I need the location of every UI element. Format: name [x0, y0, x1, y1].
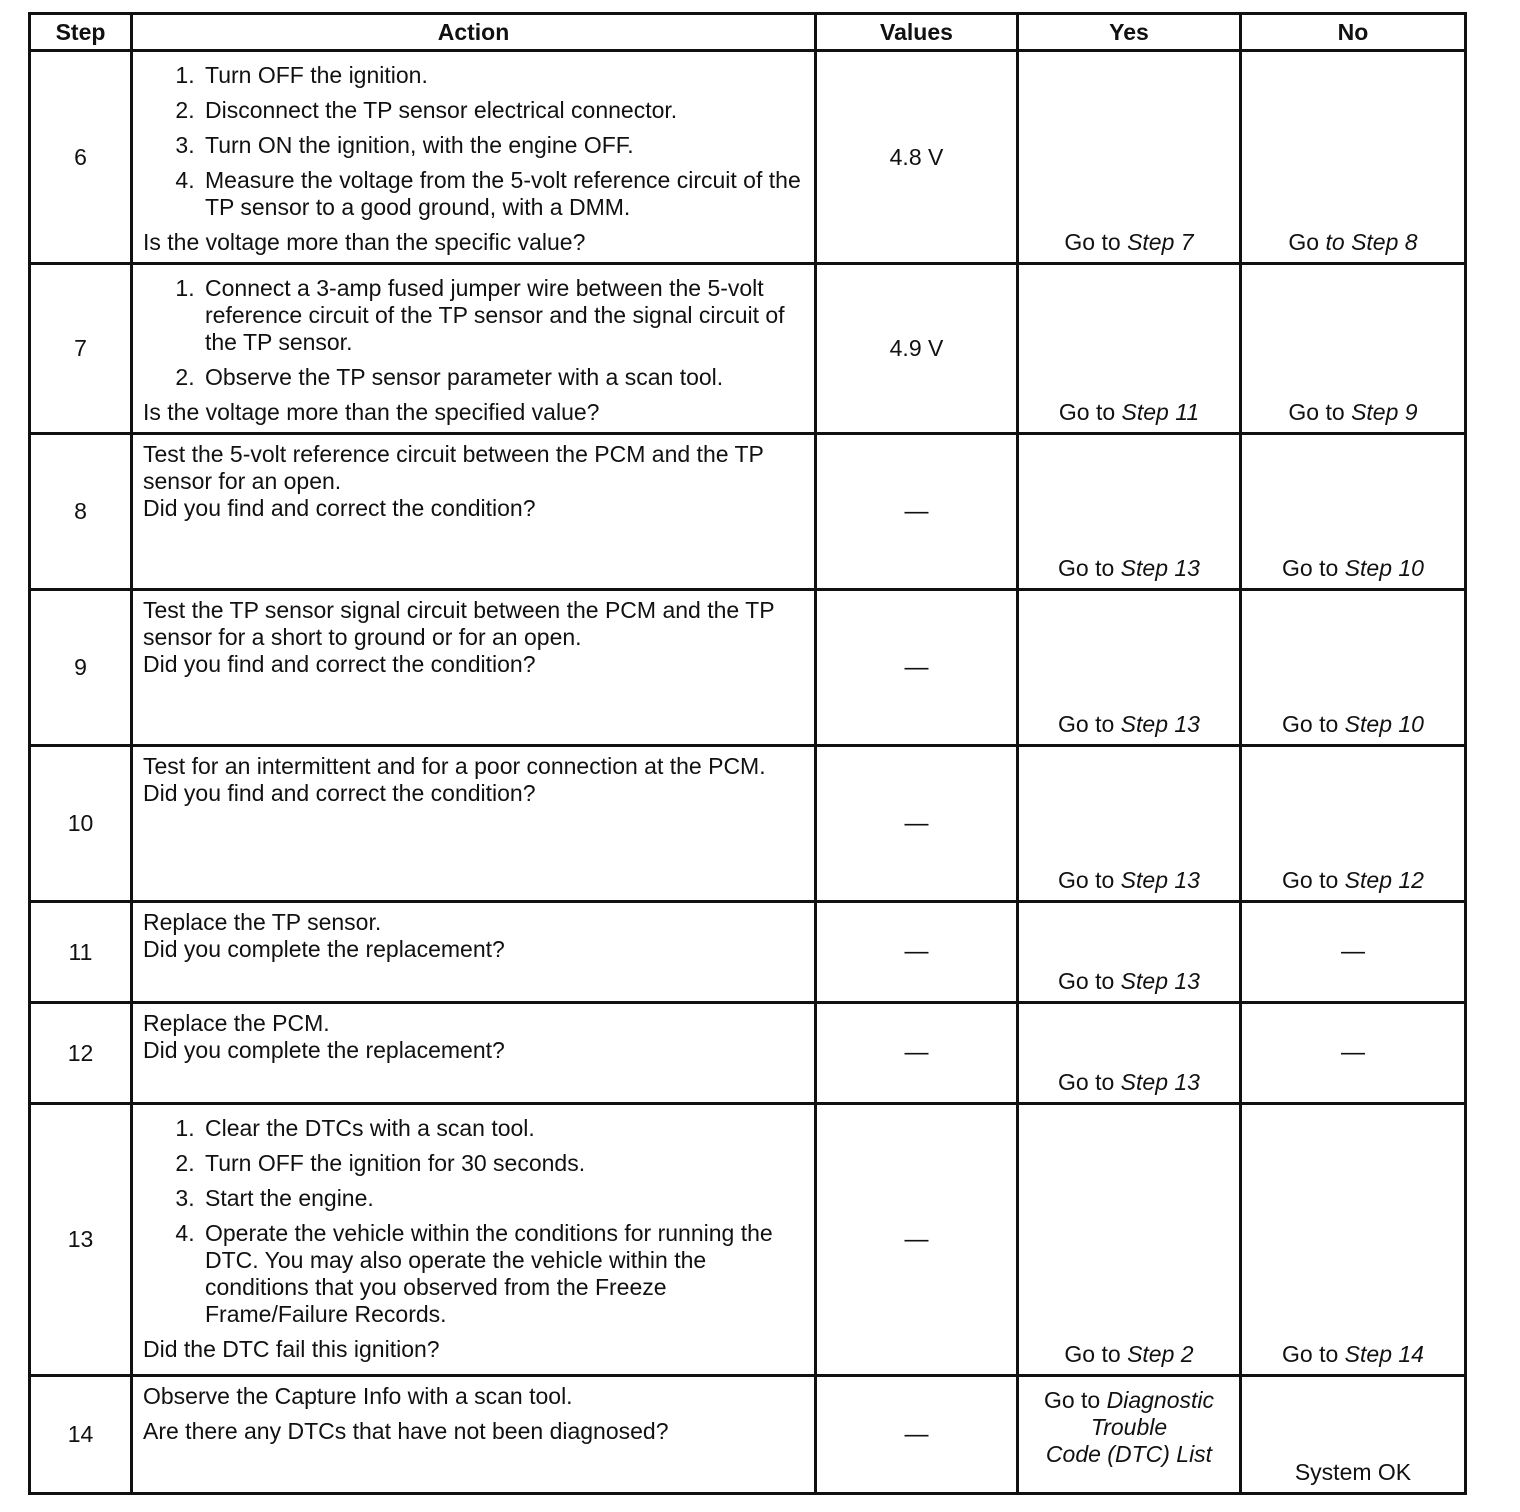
- table-row: [30, 902, 1466, 1003]
- action-text: Test the 5-volt reference circuit between the PCM and the TP sensor for an open.: [143, 441, 764, 494]
- yes-prefix: Go to: [1058, 399, 1116, 425]
- value-cell: —: [816, 434, 1018, 590]
- dtc-list-link-line-3[interactable]: Code (DTC) List: [1045, 1441, 1213, 1467]
- action-text: Test for an intermittent and for a poor connection at the PCM.: [143, 753, 766, 779]
- diagnostic-table: [28, 12, 1467, 1495]
- dtc-list-link[interactable]: Diagnostic: [1106, 1387, 1215, 1413]
- value-cell: —: [816, 1376, 1018, 1494]
- step-number: 14: [30, 1376, 132, 1494]
- no-step-link[interactable]: Step 12: [1344, 867, 1424, 893]
- yes-step-link[interactable]: Step 2: [1127, 1341, 1194, 1367]
- step-number: 13: [30, 1104, 132, 1376]
- action-item: 3. Turn ON the ignition, with the engine OFF.: [201, 132, 806, 159]
- no-prefix: Go to: [1282, 1341, 1339, 1367]
- value-cell: —: [816, 746, 1018, 902]
- action-item: 1. Connect a 3-amp fused jumper wire between the 5-volt reference circuit of the TP sensor and the signal circuit of the TP sensor.: [201, 275, 806, 356]
- action-text: Test the TP sensor signal circuit between the PCM and the TP sensor for a short to ground or for an open.: [143, 597, 775, 650]
- table-row: [30, 264, 1466, 434]
- no-step-link[interactable]: Step 10: [1344, 711, 1424, 737]
- no-cell: [1241, 1104, 1466, 1376]
- no-prefix: Go to: [1282, 555, 1339, 581]
- step-number: 11: [30, 902, 132, 1003]
- yes-prefix: Go to: [1058, 867, 1115, 893]
- action-question: Did you complete the replacement?: [143, 936, 505, 962]
- yes-step-link[interactable]: Step 13: [1120, 867, 1200, 893]
- step-number: 8: [30, 434, 132, 590]
- yes-prefix: Go to: [1064, 1341, 1121, 1367]
- table-row: [30, 1104, 1466, 1376]
- header-no: No: [1241, 14, 1466, 51]
- yes-cell: [1018, 434, 1241, 590]
- step-number: 6: [30, 51, 132, 264]
- action-cell: [132, 902, 816, 1003]
- no-cell: [1241, 746, 1466, 902]
- header-action: Action: [132, 14, 816, 51]
- no-cell: [1241, 434, 1466, 590]
- step-number: 7: [30, 264, 132, 434]
- action-cell: [132, 434, 816, 590]
- yes-step-link[interactable]: Step 11: [1121, 399, 1200, 425]
- action-cell: [132, 746, 816, 902]
- no-step-link[interactable]: Step 10: [1344, 555, 1424, 581]
- action-question: Did you find and correct the condition?: [143, 495, 536, 521]
- action-question: Did you find and correct the condition?: [143, 651, 536, 677]
- header-row: [30, 14, 1466, 51]
- no-cell: [1241, 51, 1466, 264]
- yes-cell: [1018, 1003, 1241, 1104]
- table-row: [30, 434, 1466, 590]
- action-item: 4. Operate the vehicle within the conditions for running the DTC. You may also operate the vehicle within the conditions that you observed from the Freeze Frame/Failure Records.: [201, 1220, 806, 1328]
- action-item: 2. Turn OFF the ignition for 30 seconds.: [201, 1150, 806, 1177]
- action-cell: [132, 1003, 816, 1104]
- yes-prefix: Go to: [1058, 711, 1115, 737]
- step-number: 9: [30, 590, 132, 746]
- yes-prefix: Go to: [1058, 1069, 1115, 1095]
- action-item: 2. Observe the TP sensor parameter with a scan tool.: [201, 364, 806, 391]
- action-item: 4. Measure the voltage from the 5-volt reference circuit of the TP sensor to a good ground, with a DMM.: [201, 167, 806, 221]
- action-question: Did the DTC fail this ignition?: [143, 1336, 440, 1362]
- action-item: 1. Turn OFF the ignition.: [201, 62, 806, 89]
- action-item: 1. Clear the DTCs with a scan tool.: [201, 1115, 806, 1142]
- step-number: 10: [30, 746, 132, 902]
- action-question: Is the voltage more than the specific value?: [143, 229, 586, 255]
- no-cell: [1241, 264, 1466, 434]
- action-question: Did you complete the replacement?: [143, 1037, 505, 1063]
- yes-cell: [1018, 1376, 1241, 1494]
- action-cell: [132, 590, 816, 746]
- no-prefix: Go to: [1282, 711, 1339, 737]
- value-cell: —: [816, 1104, 1018, 1376]
- action-question: Did you find and correct the condition?: [143, 780, 536, 806]
- no-cell: —: [1241, 902, 1466, 1003]
- value-cell: —: [816, 1003, 1018, 1104]
- table-row: [30, 590, 1466, 746]
- yes-step-link[interactable]: Step 13: [1120, 555, 1200, 581]
- yes-cell: [1018, 264, 1241, 434]
- action-question: Are there any DTCs that have not been diagnosed?: [143, 1418, 669, 1444]
- header-yes: Yes: [1018, 14, 1241, 51]
- yes-prefix: Go to: [1064, 229, 1121, 255]
- yes-step-link[interactable]: Step 7: [1127, 229, 1194, 255]
- yes-step-link[interactable]: Step 13: [1120, 711, 1200, 737]
- value-cell: 4.8 V: [816, 51, 1018, 264]
- action-text: Replace the PCM.: [143, 1010, 330, 1036]
- yes-cell: [1018, 746, 1241, 902]
- yes-step-link[interactable]: Step 13: [1120, 1069, 1200, 1095]
- table-row: [30, 1003, 1466, 1104]
- no-cell: [1241, 590, 1466, 746]
- yes-cell: [1018, 1104, 1241, 1376]
- yes-cell: [1018, 590, 1241, 746]
- action-text: Replace the TP sensor.: [143, 909, 382, 935]
- table-row: [30, 51, 1466, 264]
- no-prefix: Go to: [1282, 867, 1339, 893]
- value-cell: —: [816, 590, 1018, 746]
- yes-prefix: Go to: [1043, 1387, 1101, 1413]
- action-cell: [132, 264, 816, 434]
- action-cell: [132, 51, 816, 264]
- header-values: Values: [816, 14, 1018, 51]
- table-row: [30, 1376, 1466, 1494]
- table-row: [30, 746, 1466, 902]
- action-item: 2. Disconnect the TP sensor electrical connector.: [201, 97, 806, 124]
- no-step-link[interactable]: Step 14: [1344, 1341, 1424, 1367]
- action-item: 3. Start the engine.: [201, 1185, 806, 1212]
- value-cell: 4.9 V: [816, 264, 1018, 434]
- action-text: Observe the Capture Info with a scan tool.: [143, 1383, 573, 1409]
- no-cell: System OK: [1241, 1376, 1466, 1494]
- step-number: 12: [30, 1003, 132, 1104]
- no-prefix: Go to: [1288, 399, 1345, 425]
- yes-cell: [1018, 902, 1241, 1003]
- header-step: Step: [30, 14, 132, 51]
- yes-prefix: Go to: [1058, 968, 1115, 994]
- yes-line-1: [1019, 1387, 1239, 1414]
- yes-cell: [1018, 51, 1241, 264]
- action-cell: [132, 1104, 816, 1376]
- action-question: Is the voltage more than the specified value?: [143, 399, 600, 425]
- no-step-link[interactable]: to Step 8: [1325, 229, 1418, 255]
- dtc-list-link-line-2[interactable]: Trouble: [1090, 1414, 1168, 1440]
- yes-prefix: Go to: [1058, 555, 1115, 581]
- value-cell: —: [816, 902, 1018, 1003]
- no-step-link[interactable]: Step 9: [1351, 399, 1418, 425]
- action-cell: [132, 1376, 816, 1494]
- no-cell: —: [1241, 1003, 1466, 1104]
- yes-step-link[interactable]: Step 13: [1120, 968, 1200, 994]
- no-prefix: Go: [1288, 229, 1320, 255]
